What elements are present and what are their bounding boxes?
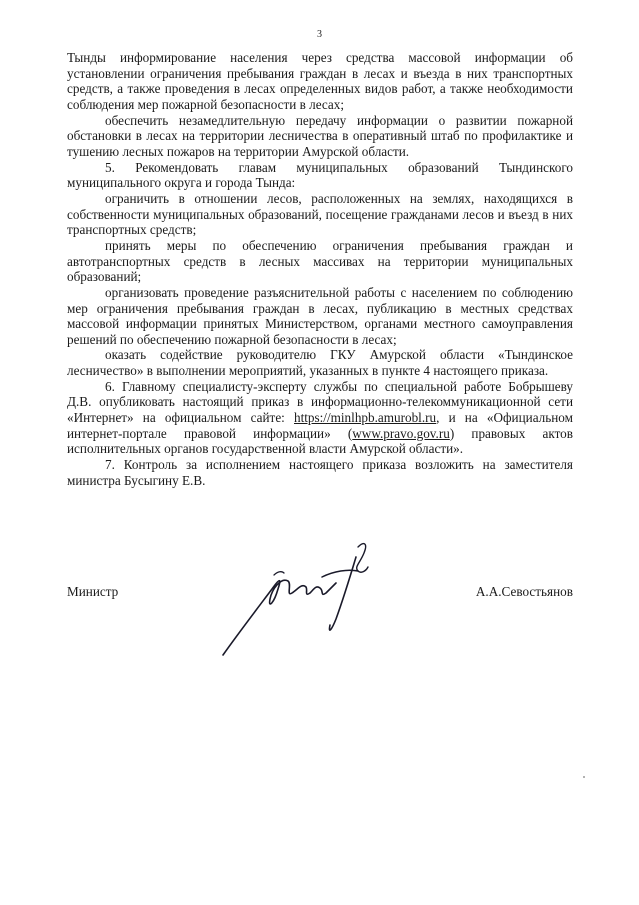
paragraph-assist-forestry: оказать содействие руководителю ГКУ Амурской области «Тындинское лесничество» в выполнении мероприятий, указанных в пункте 4 настоящего приказа.	[67, 347, 573, 379]
document-body	[67, 50, 573, 488]
paragraph-item-7: 7. Контроль за исполнением настоящего приказа возложить на заместителя министра Бусыгину Е.В.	[67, 457, 573, 488]
item-6-text-end: ) правовых актов исполнительных органов государственной власти Амурской области».	[67, 425, 573, 457]
item-6-text-middle: , и на «Официальном интернет-портале правовой информации» (	[67, 410, 573, 441]
scan-speck	[583, 776, 585, 778]
paragraph-restrict-forests: ограничить в отношении лесов, расположенных на землях, находящихся в собственности муниципальных образований, посещение гражданами лесов и въезд в них транспортных средств;	[67, 190, 573, 238]
paragraph-item-5: 5. Рекомендовать главам муниципальных образований Тындинского муниципального округа и города Тында:	[67, 159, 573, 191]
pravo-gov-link[interactable]: www.pravo.gov.ru	[352, 425, 450, 441]
signer-title: Министр	[67, 584, 119, 599]
paragraph-item-6	[67, 379, 573, 457]
paragraph-inform-population: Тынды информирование населения через средства массовой информации об установлении ограничения пребывания граждан в лесах и въезда в них транспортных средств, а также проведения в лесах определенных видов работ, а также необходимости соблюдения мер пожарной безопасности в лесах;	[67, 50, 573, 112]
paragraph-transfer-information: обеспечить незамедлительную передачу информации о развитии пожарной обстановки в лесах на территории лесничества в оперативный штаб по профилактике и тушению лесных пожаров на территории Амурской области.	[67, 112, 573, 159]
paragraph-explanatory-work: организовать проведение разъяснительной работы с населением по соблюдению мер ограничения пребывания граждан в лесах, публикацию в местных средствах массовой информации принятых Министерством, органами местного самоуправления решений по обеспечению пожарной безопасности в лесах;	[67, 284, 573, 347]
paragraph-take-measures: принять меры по обеспечению ограничения пребывания граждан и автотранспортных средств в лесных массивах на территории муниципальных образований;	[67, 237, 573, 285]
signer-name: А.А.Севостьянов	[475, 584, 573, 599]
signature-block	[67, 584, 573, 604]
item-6-text-start: 6. Главному специалисту-эксперту службы по специальной работе Бобрышеву Д.В. опубликовать настоящий приказ в информационно-телекоммуникационной сети «Интернет» на официальном сайте:	[67, 378, 573, 426]
minlhpb-link[interactable]: https://minlhpb.amurobl.ru	[294, 410, 437, 426]
page-number: 3	[317, 29, 322, 40]
